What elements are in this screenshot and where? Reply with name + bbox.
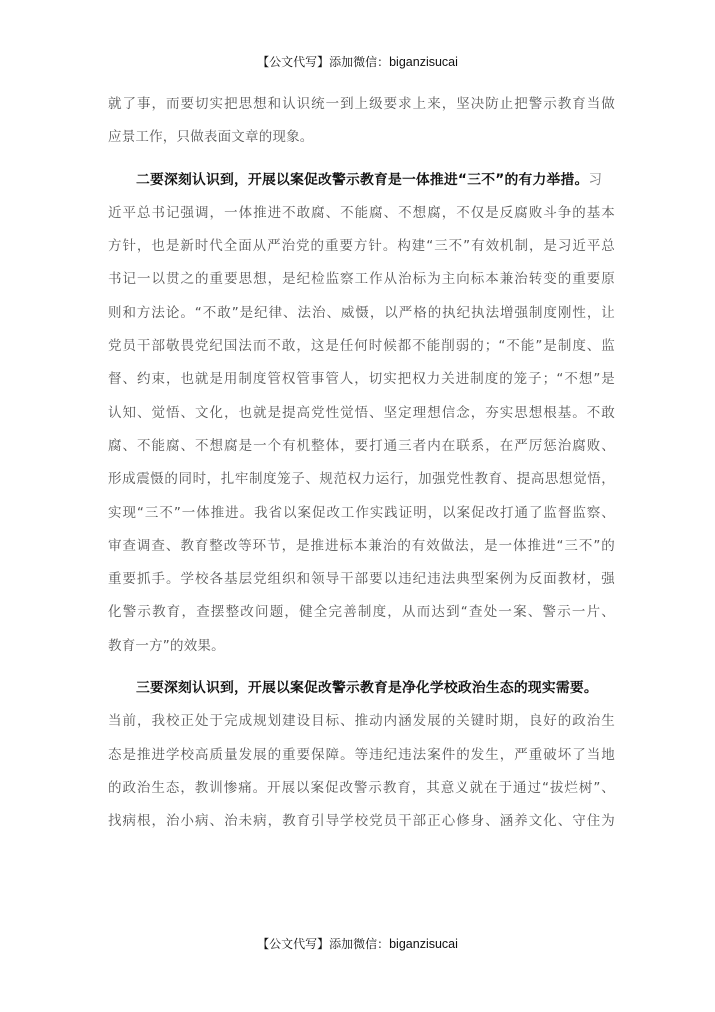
footer-tag: 【公文代写】添加微信： bbox=[257, 937, 390, 951]
document-body bbox=[108, 88, 615, 839]
section-3-heading-line bbox=[108, 672, 615, 705]
body-line: 认知、觉悟、文化，也就是提高党性觉悟、坚定理想信念，夯实思想根基。不敢 bbox=[108, 404, 615, 421]
header-wechat-id: biganzisucai bbox=[389, 55, 458, 69]
page-footer bbox=[0, 935, 715, 952]
body-line: 的政治生态，教训惨痛。开展以案促改警示教育，其意义就在于通过“拔烂树”、 bbox=[108, 779, 615, 796]
body-line: 方针，也是新时代全面从严治党的重要方针。构建“三不”有效机制，是习近平总 bbox=[108, 238, 615, 255]
body-line: 则和方法论。“不敢”是纪律、法治、威慑，以严格的执纪执法增强制度刚性，让 bbox=[108, 304, 615, 321]
body-line: 应景工作，只做表面文章的现象。 bbox=[108, 129, 314, 146]
body-line: 态是推进学校高质量发展的重要保障。等违纪违法案件的发生，严重破坏了当地 bbox=[108, 746, 615, 763]
body-line: 督、约束，也就是用制度管权管事管人，切实把权力关进制度的笼子；“不想”是 bbox=[108, 371, 615, 388]
body-line: 化警示教育，查摆整改问题，健全完善制度，从而达到“查处一案、警示一片、 bbox=[108, 604, 615, 621]
body-line: 教育一方”的效果。 bbox=[108, 637, 225, 654]
body-line: 找病根，治小病、治未病，教育引导学校党员干部正心修身、涵养文化、守住为 bbox=[108, 813, 615, 830]
section-2-heading-tail: 习 bbox=[588, 171, 603, 188]
body-line: 腐、不能腐、不想腐是一个有机整体，要打通三者内在联系，在严厉惩治腐败、 bbox=[108, 437, 615, 454]
section-2-heading-line bbox=[108, 164, 615, 197]
body-line: 重要抓手。学校各基层党组织和领导干部要以违纪违法典型案例为反面教材，强 bbox=[108, 571, 615, 588]
body-line: 形成震慑的同时，扎牢制度笼子、规范权力运行，加强党性教育、提高思想觉悟， bbox=[108, 471, 615, 488]
body-line: 党员干部敬畏党纪国法而不敢，这是任何时候都不能削弱的；“不能”是制度、监 bbox=[108, 338, 615, 355]
body-line: 审查调查、教育整改等环节，是推进标本兼治的有效做法，是一体推进“三不”的 bbox=[108, 537, 615, 554]
header-tag: 【公文代写】添加微信： bbox=[257, 55, 390, 69]
body-line: 当前，我校正处于完成规划建设目标、推动内涵发展的关键时期，良好的政治生 bbox=[108, 713, 615, 730]
body-line: 实现“三不”一体推进。我省以案促改工作实践证明，以案促改打通了监督监察、 bbox=[108, 504, 615, 521]
section-3-heading: 三要深刻认识到，开展以案促改警示教育是净化学校政治生态的现实需要。 bbox=[136, 680, 598, 697]
body-line: 就了事，而要切实把思想和认识统一到上级要求上来，坚决防止把警示教育当做 bbox=[108, 96, 615, 112]
body-line: 书记一以贯之的重要思想，是纪检监察工作从治标为主向标本兼治转变的重要原 bbox=[108, 271, 615, 288]
page-header bbox=[0, 53, 715, 70]
footer-wechat-id: biganzisucai bbox=[389, 937, 458, 951]
section-2-heading: 二要深刻认识到，开展以案促改警示教育是一体推进“三不”的有力举措。 bbox=[136, 171, 589, 188]
body-line: 近平总书记强调，一体推进不敢腐、不能腐、不想腐，不仅是反腐败斗争的基本 bbox=[108, 204, 615, 221]
